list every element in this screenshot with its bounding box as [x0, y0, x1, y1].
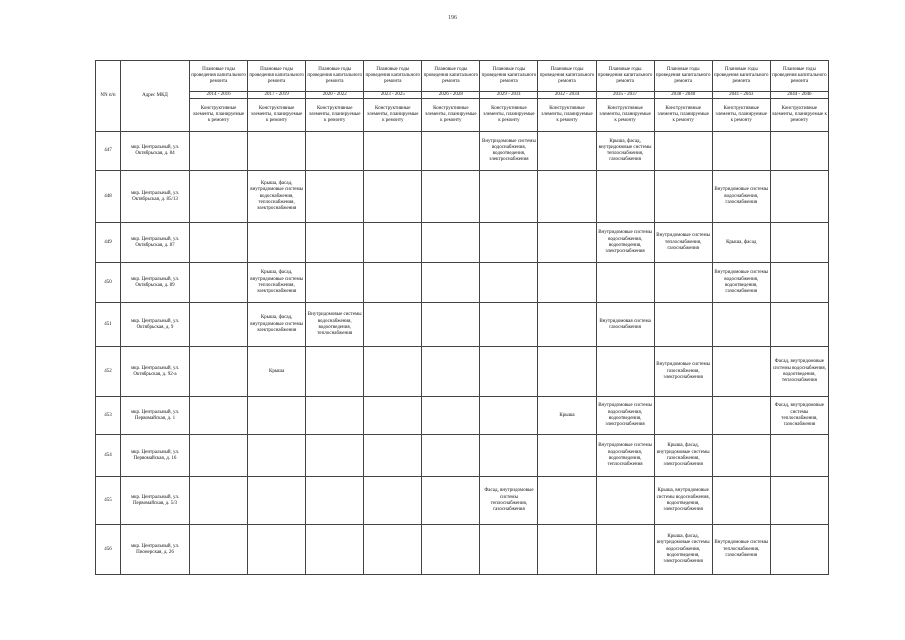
- header-period-years: 2026 - 2028: [422, 92, 480, 99]
- repair-elements-cell: [712, 303, 770, 347]
- repair-elements-cell: [190, 303, 248, 347]
- header-period-years: 2038 - 2040: [654, 92, 712, 99]
- repair-elements-cell: [248, 223, 306, 263]
- row-number: 454: [96, 435, 121, 477]
- repair-elements-cell: [770, 303, 828, 347]
- header-subheader: Конструктивные элементы, планируемые к ремонту: [654, 99, 712, 132]
- repair-elements-cell: [480, 435, 538, 477]
- repair-elements-cell: [306, 347, 364, 397]
- row-number: 455: [96, 477, 121, 525]
- header-period-title: Плановые годы проведения капитального ремонта: [422, 61, 480, 92]
- repair-elements-cell: [422, 132, 480, 171]
- repair-elements-cell: [306, 525, 364, 575]
- header-subheader: Конструктивные элементы, планируемые к ремонту: [306, 99, 364, 132]
- header-period-years: 2035 - 2037: [596, 92, 654, 99]
- repair-elements-cell: [190, 477, 248, 525]
- repair-elements-cell: [770, 171, 828, 223]
- repair-elements-cell: [538, 477, 596, 525]
- repair-elements-cell: [248, 132, 306, 171]
- repair-elements-cell: Внутридомовые системы водоснабжения, водоотведения, электроснабжения: [596, 397, 654, 435]
- repair-elements-cell: [364, 132, 422, 171]
- repair-elements-cell: [422, 525, 480, 575]
- repair-elements-cell: [712, 397, 770, 435]
- repair-elements-cell: [712, 347, 770, 397]
- repair-elements-cell: Внутридомовые системы водоснабжения, водоотведения, газоснабжения: [712, 263, 770, 303]
- row-address: мкр. Центральный, ул. Октябрьская, д. 87: [121, 223, 190, 263]
- header-period-title: Плановые годы проведения капитального ремонта: [770, 61, 828, 92]
- repair-elements-cell: [190, 132, 248, 171]
- repair-elements-cell: Фасад, внутридомовые системы водоснабжения, водоотведения, теплоснабжения: [770, 347, 828, 397]
- header-address: Адрес МКД: [121, 61, 190, 132]
- repair-elements-cell: Крыша, внутридомовые системы водоснабжения, водоотведения, электроснабжения: [654, 477, 712, 525]
- row-address: мкр. Центральный, ул. Октябрьская, д. 84: [121, 132, 190, 171]
- repair-elements-cell: Крыша, фасад, внутридомовые системы теплоснабжения, газоснабжения: [596, 132, 654, 171]
- header-period-title: Плановые годы проведения капитального ремонта: [596, 61, 654, 92]
- table-row: [96, 223, 829, 263]
- repair-elements-cell: [422, 477, 480, 525]
- repair-elements-cell: Внутридомовые системы водоснабжения, водоотведения, теплоснабжения: [596, 435, 654, 477]
- repair-elements-cell: Внутридомовые системы водоснабжения, водоотведения, электроснабжения: [596, 223, 654, 263]
- header-period-years: 2014 - 2016: [190, 92, 248, 99]
- repair-elements-cell: [654, 171, 712, 223]
- repair-elements-cell: [248, 435, 306, 477]
- repair-elements-cell: [422, 303, 480, 347]
- header-nn: NN п/п: [96, 61, 121, 132]
- repair-elements-cell: [190, 223, 248, 263]
- repair-elements-cell: [596, 477, 654, 525]
- header-row-years: [96, 92, 829, 99]
- table-body: [96, 132, 829, 575]
- repair-elements-cell: [538, 303, 596, 347]
- row-address: мкр. Центральный, ул. Первомайская, д. 16: [121, 435, 190, 477]
- header-row-titles: [96, 61, 829, 92]
- header-period-years: 2020 - 2022: [306, 92, 364, 99]
- table-row: [96, 171, 829, 223]
- header-subheader: Конструктивные элементы, планируемые к ремонту: [364, 99, 422, 132]
- header-period-title: Плановые годы проведения капитального ремонта: [190, 61, 248, 92]
- repair-elements-cell: Крыша: [248, 347, 306, 397]
- repair-elements-cell: [712, 477, 770, 525]
- repair-elements-cell: Фасад, внутридомовые системы теплоснабжения, газоснабжения: [480, 477, 538, 525]
- repair-elements-cell: [422, 435, 480, 477]
- repair-elements-cell: Крыша, фасад: [712, 223, 770, 263]
- header-subheader: Конструктивные элементы, планируемые к ремонту: [422, 99, 480, 132]
- table-row: [96, 132, 829, 171]
- repair-elements-cell: [364, 525, 422, 575]
- repair-elements-cell: Внутридомовые системы водоснабжения, водоотведения, теплоснабжения: [306, 303, 364, 347]
- row-number: 451: [96, 303, 121, 347]
- repair-elements-cell: Крыша, фасад, внутридомовые системы водоснабжения, водоотведения, электроснабжения: [654, 525, 712, 575]
- header-period-title: Плановые годы проведения капитального ремонта: [306, 61, 364, 92]
- table-row: [96, 435, 829, 477]
- row-number: 450: [96, 263, 121, 303]
- header-row-subheaders: [96, 99, 829, 132]
- repair-elements-cell: [480, 397, 538, 435]
- repair-elements-cell: Внутридомовые системы теплоснабжения, газоснабжения: [654, 223, 712, 263]
- repair-elements-cell: [364, 171, 422, 223]
- repair-elements-cell: [306, 171, 364, 223]
- repair-elements-cell: [364, 397, 422, 435]
- repair-elements-cell: [480, 303, 538, 347]
- capital-repair-schedule-table: [95, 60, 829, 575]
- header-subheader: Конструктивные элементы, планируемые к ремонту: [480, 99, 538, 132]
- repair-elements-cell: [770, 263, 828, 303]
- repair-elements-cell: Крыша, фасад, внутридомовые системы электроснабжения: [248, 303, 306, 347]
- repair-elements-cell: [248, 477, 306, 525]
- repair-elements-cell: Крыша: [538, 397, 596, 435]
- header-period-years: 2029 - 2031: [480, 92, 538, 99]
- table-row: [96, 303, 829, 347]
- repair-elements-cell: [480, 171, 538, 223]
- repair-elements-cell: [364, 435, 422, 477]
- header-period-title: Плановые годы проведения капитального ремонта: [248, 61, 306, 92]
- repair-elements-cell: [538, 223, 596, 263]
- row-address: мкр. Центральный, ул. Октябрьская, д. 85/13: [121, 171, 190, 223]
- repair-elements-cell: [190, 525, 248, 575]
- repair-elements-cell: Внутридомовые системы теплоснабжения, газоснабжения: [712, 525, 770, 575]
- repair-elements-cell: [248, 397, 306, 435]
- row-number: 448: [96, 171, 121, 223]
- repair-elements-cell: [538, 347, 596, 397]
- repair-elements-cell: Крыша, фасад, внутридомовые системы газоснабжения, электроснабжения: [654, 435, 712, 477]
- row-number: 447: [96, 132, 121, 171]
- row-number: 456: [96, 525, 121, 575]
- repair-elements-cell: [712, 132, 770, 171]
- header-period-title: Плановые годы проведения капитального ремонта: [654, 61, 712, 92]
- repair-elements-cell: [364, 477, 422, 525]
- repair-elements-cell: [596, 171, 654, 223]
- repair-elements-cell: [422, 397, 480, 435]
- header-subheader: Конструктивные элементы, планируемые к ремонту: [770, 99, 828, 132]
- repair-elements-cell: [712, 435, 770, 477]
- repair-elements-cell: [364, 303, 422, 347]
- repair-elements-cell: Внутридомовые системы газоснабжения, электроснабжения: [654, 347, 712, 397]
- repair-elements-cell: [654, 303, 712, 347]
- header-subheader: Конструктивные элементы, планируемые к ремонту: [190, 99, 248, 132]
- header-subheader: Конструктивные элементы, планируемые к ремонту: [248, 99, 306, 132]
- header-subheader: Конструктивные элементы, планируемые к ремонту: [712, 99, 770, 132]
- repair-elements-cell: [538, 132, 596, 171]
- header-period-title: Плановые годы проведения капитального ремонта: [480, 61, 538, 92]
- repair-elements-cell: [538, 435, 596, 477]
- repair-elements-cell: [770, 477, 828, 525]
- header-period-title: Плановые годы проведения капитального ремонта: [538, 61, 596, 92]
- repair-elements-cell: [538, 263, 596, 303]
- repair-elements-cell: [364, 263, 422, 303]
- repair-elements-cell: [422, 223, 480, 263]
- repair-elements-cell: [596, 525, 654, 575]
- repair-elements-cell: [306, 435, 364, 477]
- row-number: 453: [96, 397, 121, 435]
- row-address: мкр. Центральный, ул. Первомайская, д. 5/3: [121, 477, 190, 525]
- header-subheader: Конструктивные элементы, планируемые к ремонту: [596, 99, 654, 132]
- repair-elements-cell: [190, 397, 248, 435]
- repair-elements-cell: [596, 347, 654, 397]
- table-row: [96, 347, 829, 397]
- table-row: [96, 477, 829, 525]
- repair-elements-cell: Фасад, внутридомовые системы теплоснабжения, газоснабжения: [770, 397, 828, 435]
- repair-elements-cell: [654, 132, 712, 171]
- row-address: мкр. Центральный, ул. Октябрьская, д. 89: [121, 263, 190, 303]
- table-row: [96, 263, 829, 303]
- row-number: 449: [96, 223, 121, 263]
- repair-elements-cell: [538, 525, 596, 575]
- row-number: 452: [96, 347, 121, 397]
- repair-elements-cell: Крыша, фасад, внутридомовые системы теплоснабжения, электроснабжения: [248, 263, 306, 303]
- repair-elements-cell: Внутридомовые системы водоснабжения, газоснабжения: [712, 171, 770, 223]
- repair-elements-cell: [770, 132, 828, 171]
- repair-elements-cell: [654, 263, 712, 303]
- repair-elements-cell: [190, 263, 248, 303]
- header-period-title: Плановые годы проведения капитального ремонта: [364, 61, 422, 92]
- repair-elements-cell: [422, 171, 480, 223]
- header-period-years: 2023 - 2025: [364, 92, 422, 99]
- repair-elements-cell: [306, 263, 364, 303]
- repair-elements-cell: [422, 347, 480, 397]
- repair-elements-cell: [190, 347, 248, 397]
- repair-elements-cell: [190, 171, 248, 223]
- row-address: мкр. Центральный, ул. Первомайская, д. 1: [121, 397, 190, 435]
- row-address: мкр. Центральный, ул. Октябрьская, д. 9: [121, 303, 190, 347]
- repair-elements-cell: [770, 223, 828, 263]
- header-period-years: 2017 - 2019: [248, 92, 306, 99]
- repair-elements-cell: [480, 347, 538, 397]
- header-period-title: Плановые годы проведения капитального ремонта: [712, 61, 770, 92]
- repair-elements-cell: [248, 525, 306, 575]
- page-number: 196: [448, 15, 457, 21]
- header-period-years: 2041 - 2043: [712, 92, 770, 99]
- repair-elements-cell: [480, 263, 538, 303]
- repair-elements-cell: [596, 263, 654, 303]
- repair-elements-cell: [190, 435, 248, 477]
- repair-elements-cell: [538, 171, 596, 223]
- repair-elements-cell: [480, 223, 538, 263]
- repair-elements-cell: [364, 223, 422, 263]
- row-address: мкр. Центральный, ул. Пионерская, д. 26: [121, 525, 190, 575]
- header-period-years: 2044 - 2046: [770, 92, 828, 99]
- header-subheader: Конструктивные элементы, планируемые к ремонту: [538, 99, 596, 132]
- repair-elements-cell: [306, 223, 364, 263]
- table-row: [96, 397, 829, 435]
- header-period-years: 2032 - 2034: [538, 92, 596, 99]
- repair-elements-cell: [306, 397, 364, 435]
- repair-elements-cell: [306, 477, 364, 525]
- repair-elements-cell: Внутридомовая система газоснабжения: [596, 303, 654, 347]
- repair-elements-cell: Внутридомовые системы водоснабжения, водоотведения, электроснабжения: [480, 132, 538, 171]
- repair-elements-cell: [770, 435, 828, 477]
- repair-elements-cell: [306, 132, 364, 171]
- row-address: мкр. Центральный, ул. Октябрьская, д. 92-а: [121, 347, 190, 397]
- repair-elements-cell: [422, 263, 480, 303]
- repair-elements-cell: [364, 347, 422, 397]
- repair-elements-cell: [654, 397, 712, 435]
- repair-elements-cell: Крыша, фасад, внутридомовые системы водоснабжения, теплоснабжения, электроснабжения: [248, 171, 306, 223]
- repair-elements-cell: [770, 525, 828, 575]
- repair-elements-cell: [480, 525, 538, 575]
- table-row: [96, 525, 829, 575]
